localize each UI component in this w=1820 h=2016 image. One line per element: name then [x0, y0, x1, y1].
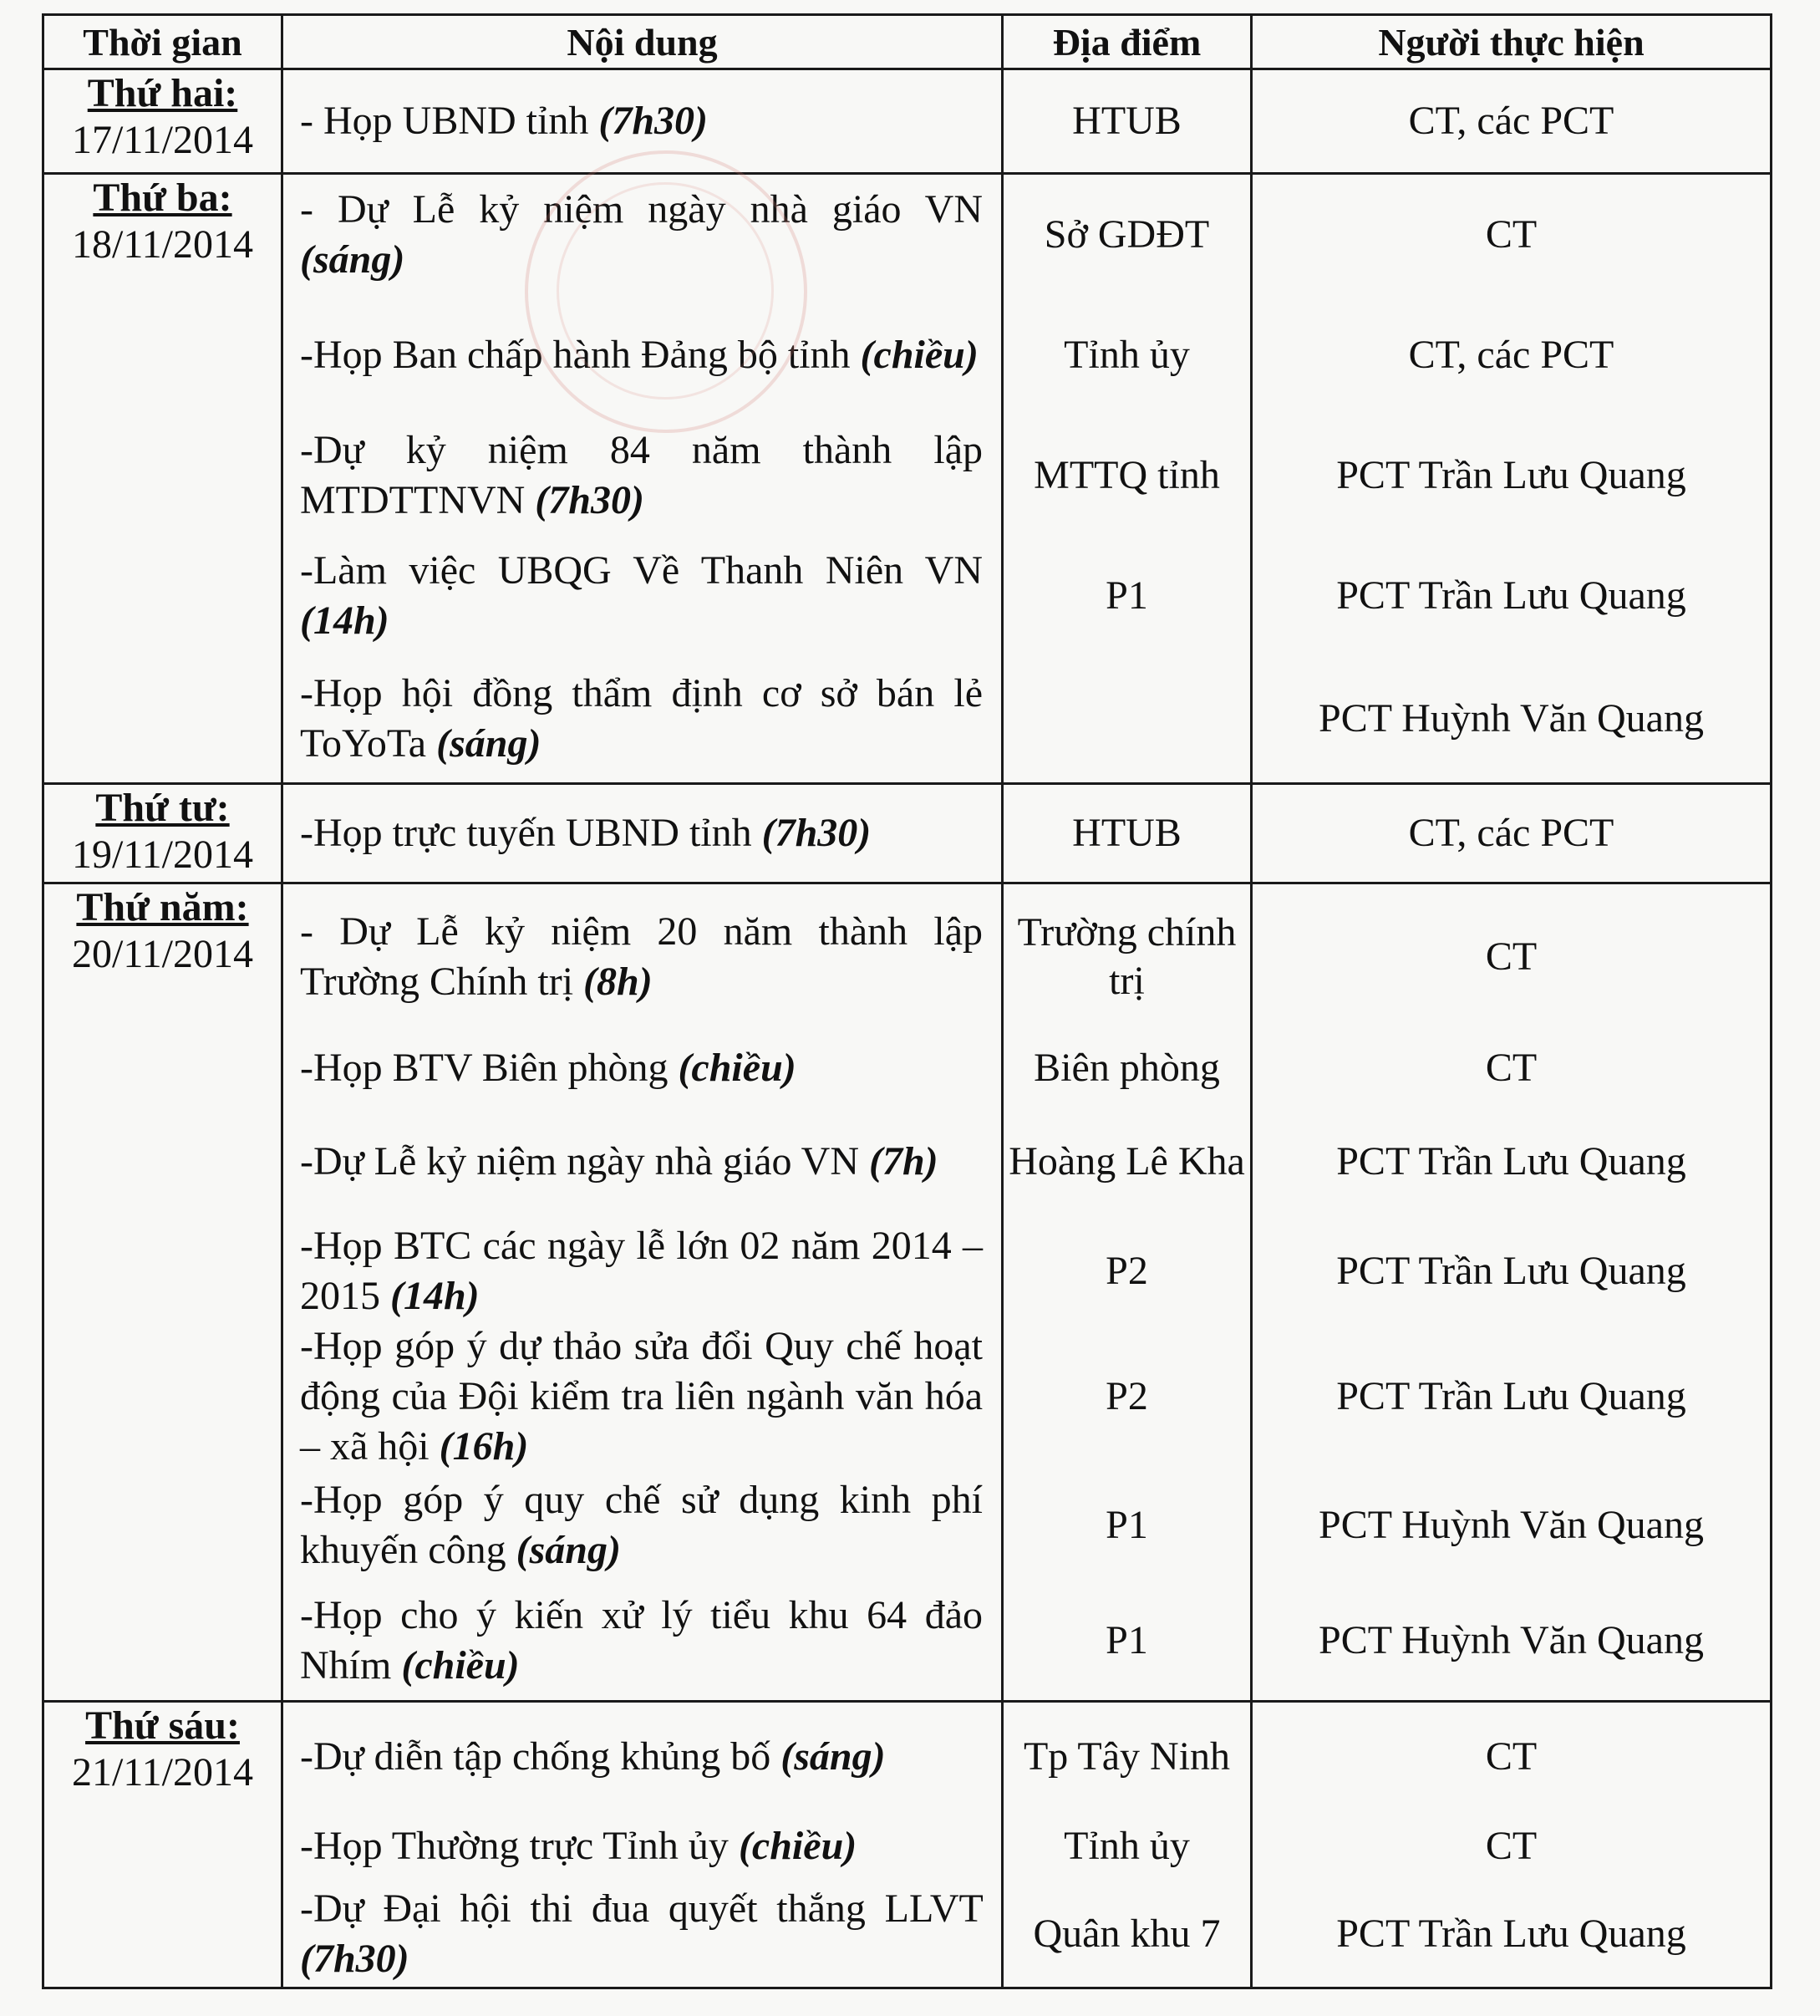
- person-list: [1253, 785, 1770, 882]
- item-place: [1004, 1217, 1250, 1326]
- place-text: HTUB: [1072, 811, 1182, 856]
- place-list: [1004, 785, 1250, 882]
- item-text-block: [300, 1884, 983, 1984]
- item-text-block: [300, 330, 979, 380]
- day-name: Thứ hai:: [87, 71, 238, 115]
- person-text: CT, các PCT: [1408, 333, 1614, 378]
- item-text-block: [300, 185, 983, 285]
- schedule-item: [283, 295, 1001, 415]
- item-place: [1004, 70, 1250, 172]
- item-time: (7h30): [535, 478, 644, 523]
- schedule-item: [283, 1107, 1001, 1217]
- item-person: [1253, 1811, 1770, 1881]
- item-description: -Họp BTV Biên phòng: [300, 1046, 669, 1091]
- place-text: P1: [1106, 1618, 1148, 1663]
- place-text: P2: [1106, 1374, 1148, 1419]
- schedule-item: [283, 70, 1001, 172]
- item-description: - Họp UBND tỉnh: [300, 99, 589, 143]
- content-cell: [282, 174, 1003, 784]
- item-place: [1004, 1468, 1250, 1583]
- place-text: Trường chính trị: [1017, 910, 1237, 1004]
- item-time: (16h): [439, 1424, 529, 1469]
- item-person: [1253, 1217, 1770, 1326]
- item-place: [1004, 1703, 1250, 1811]
- item-time: (sáng): [780, 1733, 886, 1779]
- day-date: 20/11/2014: [72, 932, 253, 977]
- person-text: PCT Huỳnh Văn Quang: [1319, 1503, 1704, 1548]
- item-description: -Họp cho ý kiến xử lý tiểu khu 64 đảo Nhím: [300, 1593, 983, 1688]
- schedule-item: [283, 884, 1001, 1030]
- schedule-item: [283, 1811, 1001, 1881]
- day-row: [43, 784, 1772, 883]
- item-place: [1004, 1326, 1250, 1468]
- day-cell: [43, 784, 282, 883]
- person-cell: [1252, 1701, 1772, 1988]
- schedule-table: [42, 13, 1772, 1989]
- item-time: (14h): [300, 598, 389, 644]
- person-list: [1253, 1703, 1770, 1987]
- item-person: [1253, 1583, 1770, 1698]
- schedule-item: [283, 656, 1001, 781]
- item-time: (7h30): [761, 811, 872, 856]
- item-description: -Dự Đại hội thi đua quyết thắng LLVT: [300, 1886, 983, 1931]
- content-list: [283, 884, 1001, 1699]
- item-time: (7h30): [300, 1936, 409, 1981]
- content-cell: [282, 784, 1003, 883]
- place-cell: [1003, 174, 1252, 784]
- schedule-item: [283, 1030, 1001, 1107]
- place-text: MTTQ tỉnh: [1034, 453, 1220, 498]
- person-text: PCT Trần Lưu Quang: [1336, 1139, 1686, 1184]
- place-text: P2: [1106, 1249, 1148, 1294]
- item-person: [1253, 415, 1770, 536]
- person-text: PCT Trần Lưu Quang: [1336, 1249, 1686, 1294]
- schedule-item: [283, 1583, 1001, 1698]
- place-text: Hoàng Lê Kha: [1009, 1139, 1245, 1184]
- content-cell: [282, 1701, 1003, 1988]
- day-name: Thứ ba:: [93, 176, 232, 221]
- item-description: - Dự Lễ kỷ niệm 20 năm thành lập Trường Chính trị: [300, 909, 983, 1005]
- place-list: [1004, 70, 1250, 172]
- day-cell: [43, 1701, 282, 1988]
- item-description: -Họp Thường trực Tỉnh ủy: [300, 1823, 729, 1868]
- schedule-item: [283, 536, 1001, 656]
- item-text-block: [300, 1321, 983, 1472]
- item-text-block: [300, 96, 708, 146]
- item-description: -Họp Ban chấp hành Đảng bộ tỉnh: [300, 333, 851, 378]
- item-time: (chiều): [678, 1046, 796, 1091]
- item-time: (8h): [583, 960, 653, 1005]
- place-text: Sở GDĐT: [1044, 212, 1210, 257]
- item-time: (sáng): [516, 1528, 621, 1573]
- person-list: [1253, 175, 1770, 782]
- item-time: (14h): [390, 1274, 480, 1319]
- day-row: [43, 69, 1772, 174]
- day-cell: [43, 69, 282, 174]
- day-name: Thứ tư:: [95, 786, 230, 831]
- item-description: -Dự Lễ kỷ niệm ngày nhà giáo VN: [300, 1139, 859, 1184]
- schedule-item: [283, 1217, 1001, 1326]
- place-list: [1004, 884, 1250, 1699]
- place-text: Tp Tây Ninh: [1023, 1733, 1231, 1779]
- day-date: 19/11/2014: [72, 832, 253, 878]
- item-place: [1004, 175, 1250, 295]
- header-person: Người thực hiện: [1252, 15, 1772, 69]
- person-list: [1253, 884, 1770, 1699]
- item-place: [1004, 295, 1250, 415]
- person-cell: [1252, 784, 1772, 883]
- person-list: [1253, 70, 1770, 172]
- item-text-block: [300, 425, 983, 526]
- item-description: -Dự diễn tập chống khủng bố: [300, 1733, 771, 1779]
- day-date: 21/11/2014: [72, 1749, 253, 1795]
- person-text: PCT Huỳnh Văn Quang: [1319, 1618, 1704, 1663]
- item-person: [1253, 1881, 1770, 1987]
- day-row: [43, 883, 1772, 1701]
- item-text-block: [300, 1475, 983, 1576]
- item-text-block: [300, 546, 983, 646]
- schedule-item: [283, 1468, 1001, 1583]
- item-text-block: [300, 1821, 857, 1871]
- day-name: Thứ sáu:: [85, 1703, 240, 1748]
- item-description: -Dự kỷ niệm 84 năm thành lập MTDTTNVN: [300, 428, 983, 523]
- item-time: (7h30): [598, 99, 708, 143]
- place-list: [1004, 175, 1250, 782]
- item-text-block: [300, 1137, 938, 1187]
- place-text: Tỉnh ủy: [1064, 333, 1190, 378]
- item-place: [1004, 656, 1250, 781]
- place-cell: [1003, 784, 1252, 883]
- header-place: Địa điểm: [1003, 15, 1252, 69]
- day-row: [43, 1701, 1772, 1988]
- item-place: [1004, 884, 1250, 1030]
- place-text: Tỉnh ủy: [1064, 1823, 1190, 1868]
- place-cell: [1003, 883, 1252, 1701]
- item-person: [1253, 70, 1770, 172]
- day-row: [43, 174, 1772, 784]
- place-text: P1: [1106, 573, 1148, 619]
- item-place: [1004, 1881, 1250, 1987]
- item-person: [1253, 1030, 1770, 1107]
- person-text: CT: [1485, 212, 1538, 257]
- day-date: 18/11/2014: [72, 222, 253, 267]
- item-text-block: [300, 1732, 886, 1782]
- item-person: [1253, 536, 1770, 656]
- place-text: HTUB: [1072, 99, 1182, 143]
- item-text-block: [300, 1221, 983, 1321]
- item-text-block: [300, 669, 983, 769]
- header-time: Thời gian: [43, 15, 282, 69]
- place-text: P1: [1106, 1503, 1148, 1548]
- person-cell: [1252, 883, 1772, 1701]
- schedule-item: [283, 785, 1001, 882]
- place-list: [1004, 1703, 1250, 1987]
- item-place: [1004, 1583, 1250, 1698]
- item-time: (sáng): [436, 721, 541, 766]
- person-text: PCT Trần Lưu Quang: [1336, 573, 1686, 619]
- person-cell: [1252, 69, 1772, 174]
- day-cell: [43, 883, 282, 1701]
- place-text: Biên phòng: [1034, 1046, 1220, 1091]
- item-place: [1004, 1811, 1250, 1881]
- person-text: CT: [1485, 1046, 1538, 1091]
- person-text: CT: [1485, 1823, 1538, 1868]
- schedule-item: [283, 1703, 1001, 1811]
- person-text: PCT Huỳnh Văn Quang: [1319, 696, 1704, 741]
- item-time: (7h): [868, 1139, 938, 1184]
- item-text-block: [300, 808, 871, 858]
- schedule-item: [283, 1881, 1001, 1987]
- item-time: (chiều): [401, 1643, 520, 1688]
- item-description: - Dự Lễ kỷ niệm ngày nhà giáo VN: [300, 187, 983, 232]
- item-time: (chiều): [860, 333, 979, 378]
- day-cell: [43, 174, 282, 784]
- person-text: CT: [1485, 1733, 1538, 1779]
- day-date: 17/11/2014: [72, 118, 253, 162]
- item-description: -Họp góp ý quy chế sử dụng kinh phí khuyến công: [300, 1478, 983, 1573]
- header-content: Nội dung: [282, 15, 1003, 69]
- content-cell: [282, 883, 1003, 1701]
- item-person: [1253, 785, 1770, 882]
- content-cell: [282, 69, 1003, 174]
- header-row: [43, 15, 1772, 69]
- item-place: [1004, 536, 1250, 656]
- person-text: PCT Trần Lưu Quang: [1336, 453, 1686, 498]
- item-description: -Làm việc UBQG Về Thanh Niên VN: [300, 548, 983, 593]
- item-person: [1253, 884, 1770, 1030]
- item-person: [1253, 1468, 1770, 1583]
- content-list: [283, 785, 1001, 882]
- item-place: [1004, 1030, 1250, 1107]
- item-person: [1253, 1703, 1770, 1811]
- content-list: [283, 70, 1001, 172]
- item-person: [1253, 656, 1770, 781]
- person-text: CT, các PCT: [1408, 811, 1614, 856]
- item-description: -Họp góp ý dự thảo sửa đổi Quy chế hoạt động của Đội kiểm tra liên ngành văn hóa – xã hội: [300, 1324, 983, 1469]
- day-name: Thứ năm:: [76, 885, 249, 930]
- item-person: [1253, 175, 1770, 295]
- item-description: -Họp trực tuyến UBND tỉnh: [300, 811, 752, 856]
- item-time: (sáng): [300, 237, 405, 283]
- item-place: [1004, 1107, 1250, 1217]
- item-person: [1253, 1326, 1770, 1468]
- place-cell: [1003, 69, 1252, 174]
- item-text-block: [300, 1043, 796, 1093]
- content-list: [283, 1703, 1001, 1987]
- person-text: CT, các PCT: [1408, 99, 1614, 143]
- item-place: [1004, 415, 1250, 536]
- person-cell: [1252, 174, 1772, 784]
- item-description: -Họp hội đồng thẩm định cơ sở bán lẻ ToYoTa: [300, 671, 983, 766]
- item-description: -Họp BTC các ngày lễ lớn 02 năm 2014 – 2015: [300, 1224, 983, 1319]
- content-list: [283, 175, 1001, 782]
- item-person: [1253, 295, 1770, 415]
- person-text: CT: [1485, 934, 1538, 980]
- schedule-item: [283, 415, 1001, 536]
- place-cell: [1003, 1701, 1252, 1988]
- item-time: (chiều): [738, 1823, 857, 1868]
- place-text: Quân khu 7: [1033, 1911, 1221, 1956]
- person-text: PCT Trần Lưu Quang: [1336, 1374, 1686, 1419]
- item-person: [1253, 1107, 1770, 1217]
- schedule-item: [283, 175, 1001, 295]
- item-text-block: [300, 907, 983, 1007]
- item-place: [1004, 785, 1250, 882]
- schedule-item: [283, 1326, 1001, 1468]
- person-text: PCT Trần Lưu Quang: [1336, 1911, 1686, 1956]
- item-text-block: [300, 1591, 983, 1691]
